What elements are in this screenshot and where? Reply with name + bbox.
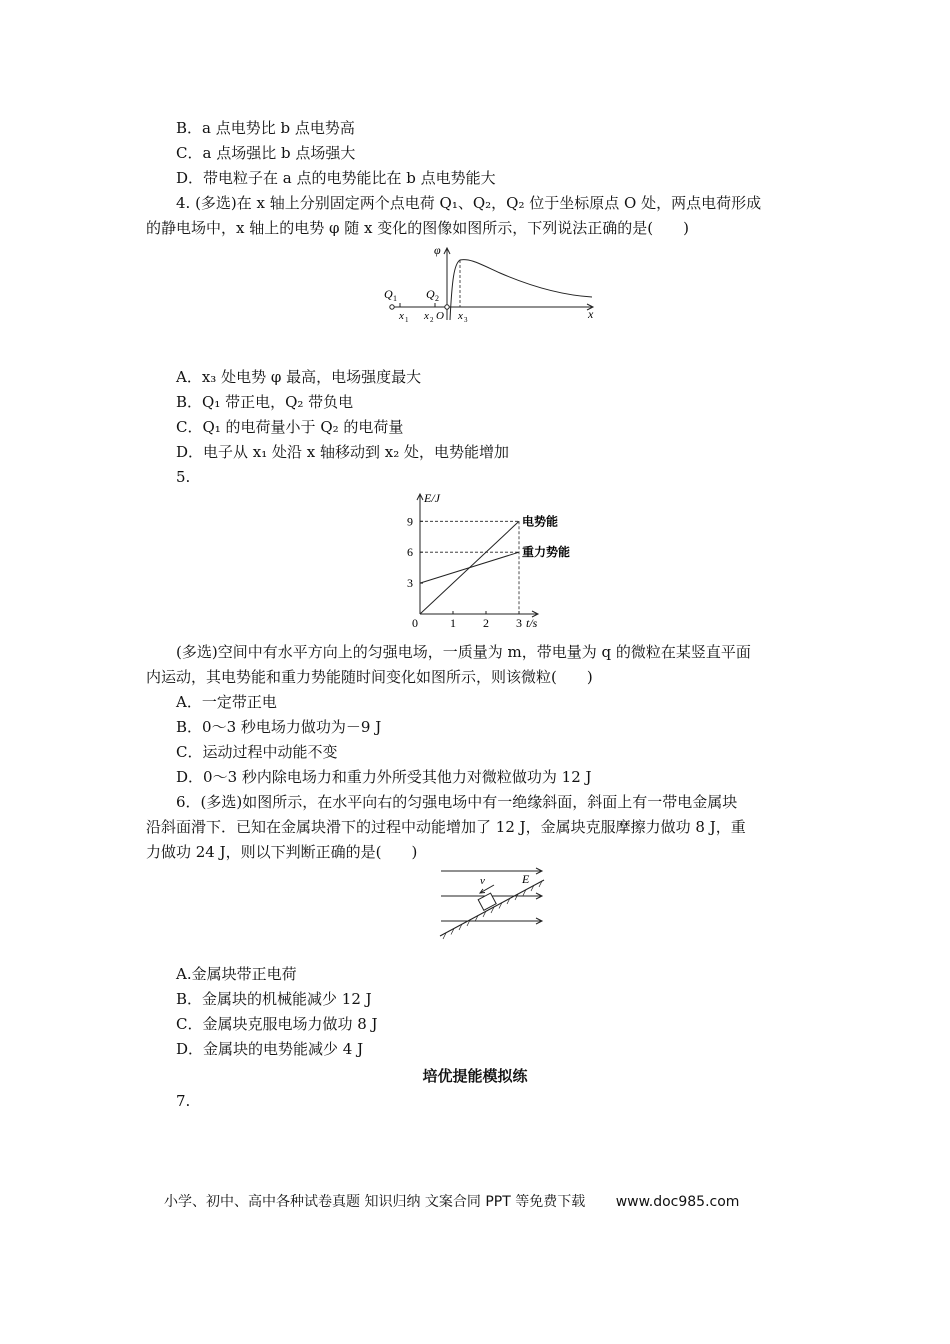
q5-option-c: C．运动过程中动能不变 [176,743,338,761]
series-label-2: 重力势能 [522,545,571,560]
q1-label: Q [384,287,393,301]
q4-stem-line1: 4. (多选)在 x 轴上分别固定两个点电荷 Q₁、Q₂，Q₂ 位于坐标原点 O 处，两点电荷形成 [176,194,762,212]
q6-incline-figure [436,864,551,944]
q7-number: 7. [176,1092,191,1110]
x-axis-label: t/s [526,616,538,630]
q4-potential-figure [380,240,600,325]
q2-label: Q [426,287,435,301]
x3-label: x [458,310,463,322]
q6-option-b: B．金属块的机械能减少 12 J [176,990,372,1008]
q6-option-a: A.金属块带正电荷 [176,965,297,983]
q1-label-sub: 1 [393,294,397,303]
x2-label: x [424,310,429,322]
x2-label-sub: 2 [430,316,434,324]
q5-stem-line1: (多选)空间中有水平方向上的匀强电场，一质量为 m，带电量为 q 的微粒在某竖直平面 [176,643,751,661]
q4-option-c: C．Q₁ 的电荷量小于 Q₂ 的电荷量 [176,418,404,436]
y-axis-label: E/J [424,491,440,505]
field-e-label: E [522,872,530,886]
footer-text: 小学、初中、高中各种试卷真题 知识归纳 文案合同 PPT 等免费下载 [164,1194,586,1210]
q5-stem-line2: 内运动，其电势能和重力势能随时间变化如图所示，则该微粒( ) [146,668,593,686]
origin-label: O [436,310,444,322]
series-label-1: 电势能 [522,514,559,529]
q4-option-b: B．Q₁ 带正电，Q₂ 带负电 [176,393,354,411]
q3-option-b: B．a 点电势比 b 点电势高 [176,119,355,137]
page-footer [164,1191,739,1211]
q4-option-a: A．x₃ 处电势 φ 最高，电场强度最大 [176,368,422,386]
q6-option-c: C．金属块克服电场力做功 8 J [176,1015,378,1033]
q6-option-d: D．金属块的电势能减少 4 J [176,1040,364,1058]
x1-label-sub: 1 [405,316,409,324]
x-tick-label: 3 [516,616,522,630]
q5-number: 5. [176,468,191,486]
q5-option-d: D．0～3 秒内除电场力和重力外所受其他力对微粒做功为 12 J [176,768,592,786]
x1-label: x [399,310,404,322]
q3-option-c: C．a 点场强比 b 点场强大 [176,144,356,162]
q6-stem-line1: 6．(多选)如图所示，在水平向右的匀强电场中有一绝缘斜面，斜面上有一带电金属块 [176,793,738,811]
footer-url[interactable]: www.doc985.com [615,1194,740,1210]
series-line-2 [420,552,519,583]
phi-axis-label: φ [434,243,441,257]
y-tick-label: 6 [407,545,413,560]
q6-stem-line2: 沿斜面滑下．已知在金属块滑下的过程中动能增加了 12 J，金属块克服摩擦力做功 8 J，重 [146,818,746,836]
x-axis-label: x [588,307,594,321]
q6-stem-line3: 力做功 24 J，则以下判断正确的是( ) [146,843,418,861]
x-tick-label: 1 [450,616,456,630]
y-tick-label: 9 [407,514,413,529]
x3-label-sub: 3 [464,316,468,324]
q5-option-b: B．0～3 秒电场力做功为－9 J [176,718,382,736]
velocity-v-label: v [480,875,485,887]
section-title: 培优提能模拟练 [422,1067,528,1085]
q5-energy-chart [400,488,600,633]
x-tick-label: 2 [483,616,489,630]
x-tick-label: 0 [412,616,418,630]
y-tick-label: 3 [407,576,413,591]
q5-option-a: A．一定带正电 [176,693,277,711]
q2-label-sub: 2 [435,294,439,303]
q4-option-d: D．电子从 x₁ 处沿 x 轴移动到 x₂ 处，电势能增加 [176,443,510,461]
q3-option-d: D．带电粒子在 a 点的电势能比在 b 点电势能大 [176,169,496,187]
q4-stem-line2: 的静电场中，x 轴上的电势 φ 随 x 变化的图像如图所示，下列说法正确的是( ) [146,219,689,237]
